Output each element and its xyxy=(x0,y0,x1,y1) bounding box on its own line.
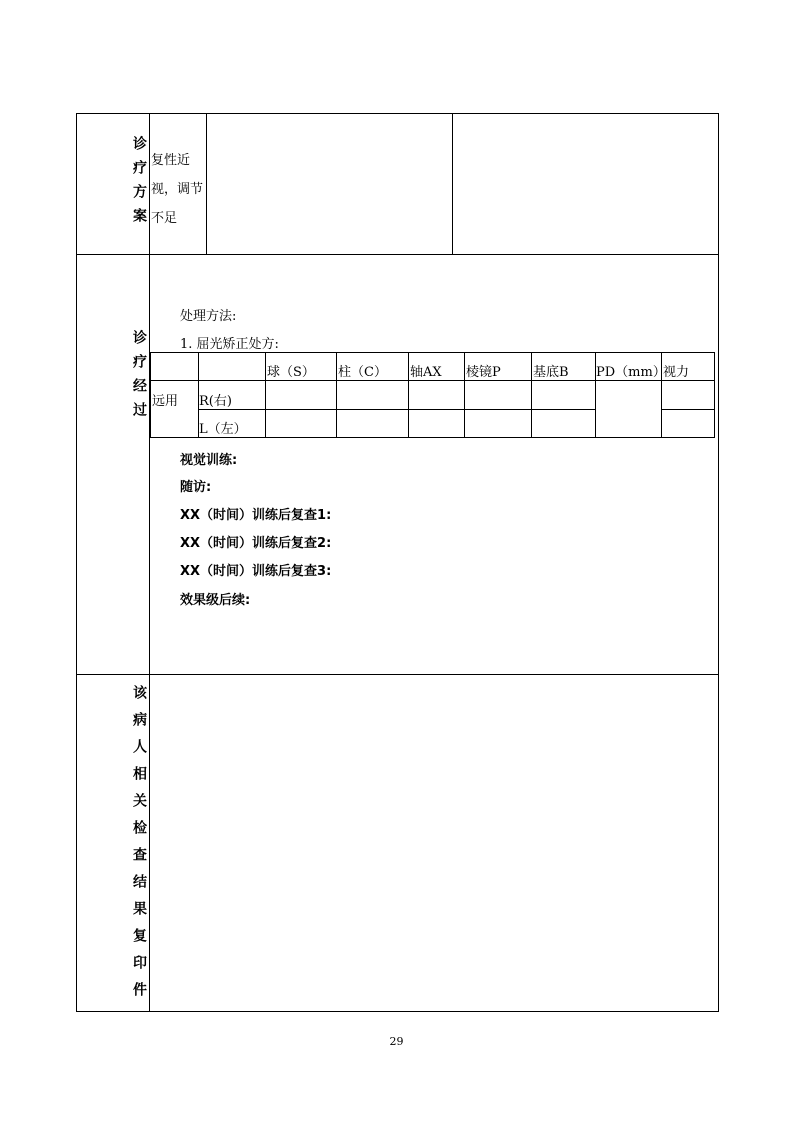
rx-header-pd: PD（mm） xyxy=(596,365,666,380)
method-label: 处理方法: xyxy=(180,309,237,324)
rx-header-sphere: 球（S） xyxy=(267,365,315,380)
rx-row-left-eye: L（左） xyxy=(199,422,247,437)
follow-up-label: 随访: xyxy=(180,480,212,495)
recheck-2-label: XX（时间）训练后复查2: xyxy=(180,536,332,551)
recheck-3-label: XX（时间）训练后复查3: xyxy=(180,564,332,579)
rx-header-base: 基底B xyxy=(533,365,569,380)
rx-header-axis: 轴AX xyxy=(410,365,442,380)
rx-row-group-distance: 远用 xyxy=(152,394,179,409)
rx-header-cylinder: 柱（C） xyxy=(338,365,387,380)
rx-row-right-eye: R(右) xyxy=(199,394,232,409)
rx-header-prism: 棱镜P xyxy=(466,365,501,380)
section-label-plan: 诊疗方案 xyxy=(131,135,147,232)
outcome-followup-label: 效果级后续: xyxy=(180,593,251,608)
section-label-process: 诊疗经过 xyxy=(131,330,147,426)
recheck-1-label: XX（时间）训练后复查1: xyxy=(180,508,332,523)
page-number: 29 xyxy=(389,1035,404,1048)
diagnosis-text: 复性近视，调节不足 xyxy=(151,153,204,226)
rx-header-va: 视力 xyxy=(663,365,690,380)
rx-title: 1. 屈光矫正处方: xyxy=(180,337,279,352)
visual-training-label: 视觉训练: xyxy=(180,453,238,468)
section-label-exam-copies: 该病人相关检查结果复印件 xyxy=(131,684,147,1009)
